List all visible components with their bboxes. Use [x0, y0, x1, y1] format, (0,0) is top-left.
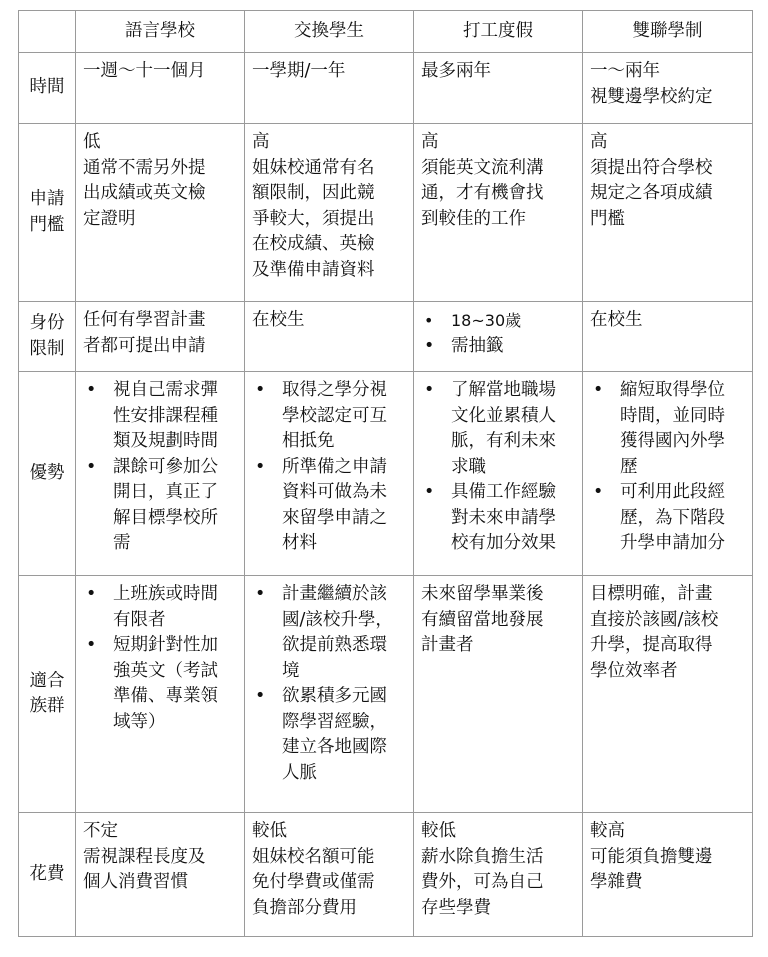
- cell-identity-language-school: 任何有學習計畫 者都可提出申請: [76, 302, 245, 372]
- bullet-list: [252, 378, 407, 557]
- row-label-threshold: 申請 門檻: [19, 124, 76, 302]
- bullet-list: [83, 582, 238, 735]
- list-item: • 課餘可參加公 開日，真正了 解目標學校所 需: [83, 455, 238, 557]
- cell-suitable-language-school: [76, 576, 245, 813]
- table-row-time: [19, 53, 753, 124]
- comparison-table: [18, 10, 753, 937]
- list-item: • 需抽籤: [421, 334, 576, 360]
- table-row-threshold: [19, 124, 753, 302]
- list-item: • 可利用此段經 歷，為下階段 升學申請加分: [590, 480, 746, 557]
- cell-time-dual-degree: 一～兩年 視雙邊學校約定: [583, 53, 753, 124]
- row-label-time: 時間: [19, 53, 76, 124]
- cell-suitable-dual-degree: 目標明確，計畫 直接於該國/該校 升學，提高取得 學位效率者: [583, 576, 753, 813]
- column-header-working-holiday: 打工度假: [414, 11, 583, 53]
- table-row-cost: [19, 813, 753, 937]
- bullet-list: [421, 308, 576, 359]
- cell-threshold-working-holiday: 高 須能英文流利溝 通，才有機會找 到較佳的工作: [414, 124, 583, 302]
- column-header-dual-degree: 雙聯學制: [583, 11, 753, 53]
- list-item: • 具備工作經驗 對未來申請學 校有加分效果: [421, 480, 576, 557]
- cell-threshold-language-school: 低 通常不需另外提 出成績或英文檢 定證明: [76, 124, 245, 302]
- list-item: • 視自己需求彈 性安排課程種 類及規劃時間: [83, 378, 238, 455]
- bullet-list: [252, 582, 407, 786]
- cell-identity-working-holiday: [414, 302, 583, 372]
- cell-advantage-language-school: [76, 372, 245, 576]
- cell-cost-language-school: 不定 需視課程長度及 個人消費習慣: [76, 813, 245, 937]
- list-item: • 縮短取得學位 時間，並同時 獲得國內外學 歷: [590, 378, 746, 480]
- cell-time-exchange-student: 一學期/一年: [245, 53, 414, 124]
- row-label-identity: 身份 限制: [19, 302, 76, 372]
- list-item: • 上班族或時間 有限者: [83, 582, 238, 633]
- cell-advantage-exchange-student: [245, 372, 414, 576]
- cell-time-language-school: 一週～十一個月: [76, 53, 245, 124]
- bullet-list: [421, 378, 576, 557]
- header-row: [19, 11, 753, 53]
- cell-identity-exchange-student: 在校生: [245, 302, 414, 372]
- cell-threshold-dual-degree: 高 須提出符合學校 規定之各項成績 門檻: [583, 124, 753, 302]
- cell-identity-dual-degree: 在校生: [583, 302, 753, 372]
- bullet-list: [83, 378, 238, 557]
- cell-suitable-working-holiday: 未來留學畢業後 有續留當地發展 計畫者: [414, 576, 583, 813]
- list-item: • 短期針對性加 強英文（考試 準備、專業領 域等）: [83, 633, 238, 735]
- table-row-advantage: [19, 372, 753, 576]
- list-item: • 計畫繼續於該 國/該校升學， 欲提前熟悉環 境: [252, 582, 407, 684]
- cell-advantage-dual-degree: [583, 372, 753, 576]
- bullet-list: [590, 378, 746, 557]
- cell-suitable-exchange-student: [245, 576, 414, 813]
- cell-cost-exchange-student: 較低 姐妹校名額可能 免付學費或僅需 負擔部分費用: [245, 813, 414, 937]
- row-label-suitable: 適合 族群: [19, 576, 76, 813]
- corner-cell: [19, 11, 76, 53]
- cell-advantage-working-holiday: [414, 372, 583, 576]
- table-row-suitable: [19, 576, 753, 813]
- cell-cost-working-holiday: 較低 薪水除負擔生活 費外，可為自己 存些學費: [414, 813, 583, 937]
- list-item: • 所準備之申請 資料可做為未 來留學申請之 材料: [252, 455, 407, 557]
- table-row-identity: [19, 302, 753, 372]
- column-header-language-school: 語言學校: [76, 11, 245, 53]
- cell-time-working-holiday: 最多兩年: [414, 53, 583, 124]
- row-label-advantage: 優勢: [19, 372, 76, 576]
- cell-threshold-exchange-student: 高 姐妹校通常有名 額限制，因此競 爭較大，須提出 在校成績、英檢 及準備申請資料: [245, 124, 414, 302]
- list-item: • 18~30歲: [421, 308, 576, 334]
- list-item: • 欲累積多元國 際學習經驗， 建立各地國際 人脈: [252, 684, 407, 786]
- list-item: • 了解當地職場 文化並累積人 脈，有利未來 求職: [421, 378, 576, 480]
- list-item: • 取得之學分視 學校認定可互 相抵免: [252, 378, 407, 455]
- cell-cost-dual-degree: 較高 可能須負擔雙邊 學雜費: [583, 813, 753, 937]
- row-label-cost: 花費: [19, 813, 76, 937]
- column-header-exchange-student: 交換學生: [245, 11, 414, 53]
